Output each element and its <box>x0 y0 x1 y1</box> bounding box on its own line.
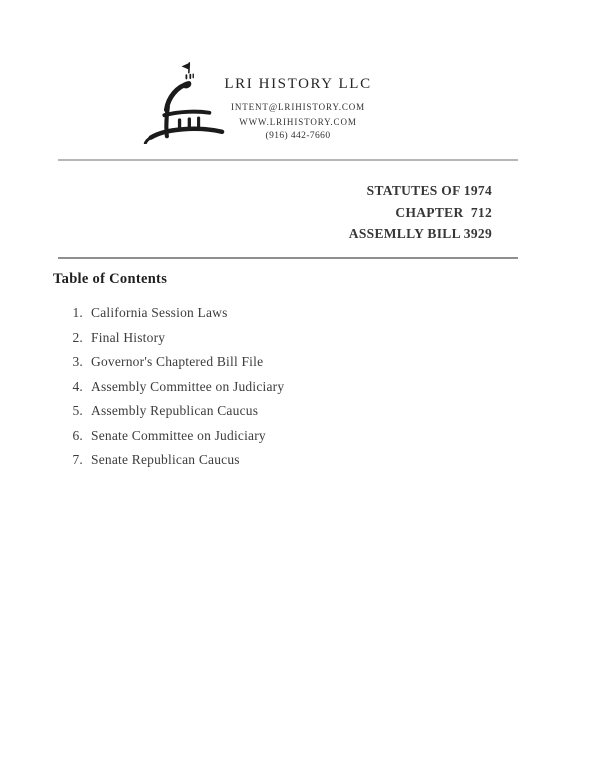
divider-bottom <box>58 257 518 259</box>
toc-item-label: Governor's Chaptered Bill File <box>91 354 264 370</box>
company-email: INTENT@LRIHISTORY.COM <box>230 102 366 112</box>
chapter-line: CHAPTER 712 <box>395 204 492 220</box>
toc-item-number: 4. <box>72 378 83 394</box>
divider-top <box>58 159 518 161</box>
toc-item-number: 1. <box>72 305 83 321</box>
company-website: WWW.LRIHISTORY.COM <box>239 116 357 127</box>
toc-item-label: Assembly Committee on Judiciary <box>91 378 285 394</box>
toc-item-number: 6. <box>72 427 83 443</box>
toc-item-label: Final History <box>91 329 166 345</box>
toc-item-label: Senate Committee on Judiciary <box>91 427 266 443</box>
toc-item-6 <box>68 424 284 449</box>
statutes-line: STATUTES OF 1974 <box>366 183 492 198</box>
bill-line: ASSEMLLY BILL 3929 <box>348 226 492 241</box>
letterhead <box>198 76 398 144</box>
toc-item-2 <box>68 326 284 351</box>
toc-item-number: 3. <box>72 354 83 370</box>
toc-heading: Table of Contents <box>53 271 168 287</box>
toc-list <box>68 301 284 473</box>
company-phone: (916) 442-7660 <box>265 131 331 141</box>
toc-item-label: Assembly Republican Caucus <box>91 403 259 419</box>
toc-item-number: 2. <box>72 329 83 345</box>
company-name: LRI HISTORY LLC <box>224 76 372 92</box>
toc-item-number: 7. <box>72 452 83 468</box>
toc-item-number: 5. <box>72 403 83 419</box>
toc-item-7 <box>68 448 284 473</box>
toc-item-label: California Session Laws <box>91 305 228 321</box>
toc-item-1 <box>68 301 284 326</box>
toc-item-label: Senate Republican Caucus <box>91 452 240 468</box>
toc-item-3 <box>68 350 284 375</box>
toc-item-5 <box>68 399 284 424</box>
statute-reference-block <box>349 180 492 245</box>
toc-item-4 <box>68 375 284 400</box>
